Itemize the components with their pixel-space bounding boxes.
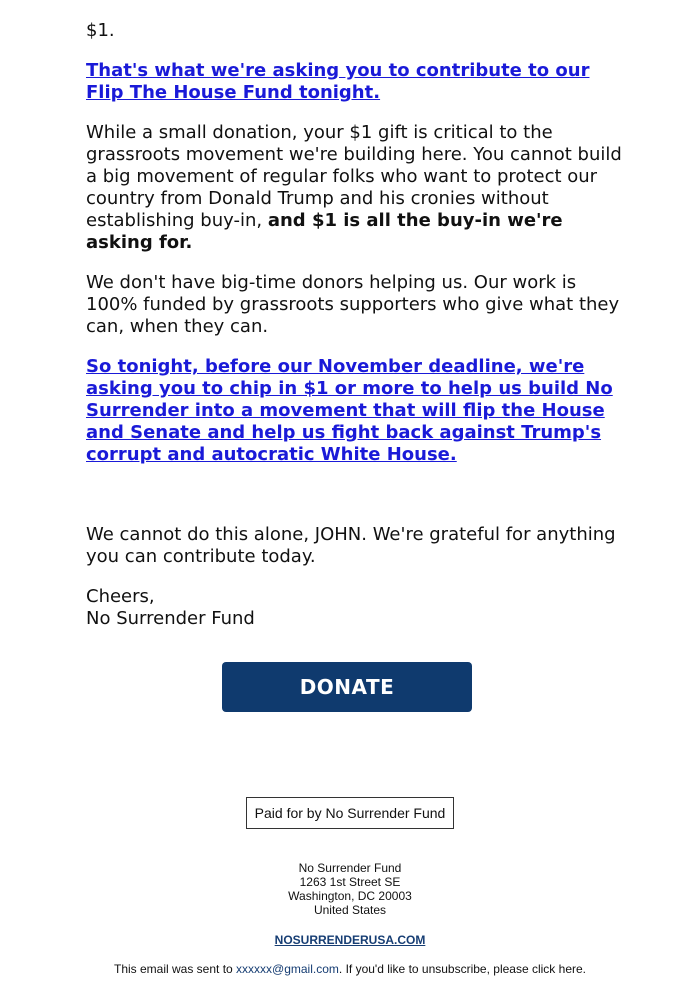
donate-button[interactable]: DONATE	[222, 662, 472, 712]
signature-text: No Surrender Fund	[86, 608, 255, 629]
unsubscribe-note	[0, 962, 700, 976]
buy-in-bold-text: and $1 is all the buy-in we're asking for.	[86, 210, 563, 253]
address-line: 1263 1st Street SE	[299, 875, 401, 889]
signoff-block	[86, 586, 626, 630]
address-line: No Surrender Fund	[298, 861, 402, 875]
chip-in-link[interactable]: So tonight, before our November deadline, we're asking you to chip in $1 or more to help us build No Surrender into a movement that will flip the House and Senate and help us fight back against Trump's corrupt and autocratic White House.	[86, 356, 613, 465]
unsubscribe-text[interactable]: . If you'd like to unsubscribe, please click here.	[338, 962, 586, 976]
flip-house-fund-link[interactable]: That's what we're asking you to contribute to our Flip The House Fund tonight.	[86, 60, 590, 103]
paid-for-disclaimer: Paid for by No Surrender Fund	[246, 797, 454, 829]
grateful-paragraph: We cannot do this alone, JOHN. We're grateful for anything you can contribute today.	[86, 524, 616, 567]
intro-text: $1.	[86, 20, 115, 41]
donation-paragraph	[86, 122, 626, 254]
mailing-address	[0, 861, 700, 917]
donate-button-container	[222, 662, 472, 712]
website-link[interactable]: NOSURRENDERUSA.COM	[274, 933, 426, 947]
spacer	[86, 484, 626, 524]
donation-text: While a small donation, your $1 gift is critical to the grassroots movement we're building here. You cannot build a big movement of regular folks who want to protect our country from Donald Trump and his cronies without establishing buy-in,	[86, 122, 622, 231]
address-line: United States	[313, 903, 387, 917]
contribute-paragraph	[86, 60, 626, 104]
sent-prefix: This email was sent to	[113, 962, 237, 976]
email-body	[86, 20, 626, 648]
grassroots-paragraph: We don't have big-time donors helping us. Our work is 100% funded by grassroots supporters who give what they can, when they can.	[86, 272, 620, 337]
signoff-text: Cheers,	[86, 586, 155, 607]
recipient-email[interactable]: xxxxxx@gmail.com	[236, 962, 339, 976]
website-link-container	[0, 933, 700, 947]
chip-in-paragraph	[86, 356, 626, 466]
address-line: Washington, DC 20003	[288, 889, 412, 903]
